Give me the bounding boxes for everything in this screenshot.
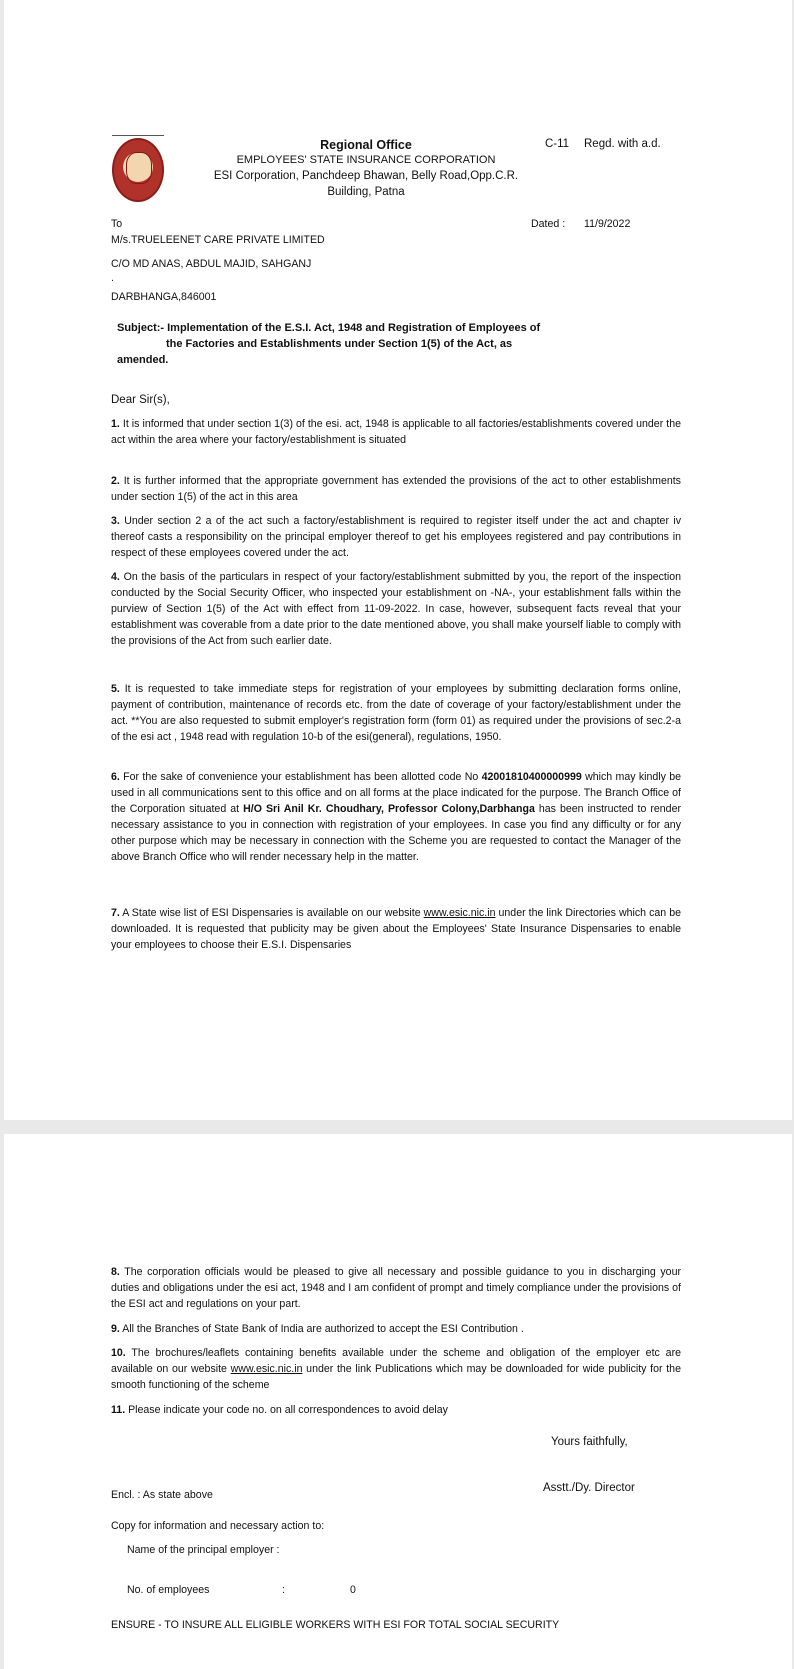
- paragraph-text: For the sake of convenience your establishment has been allotted code No: [123, 771, 479, 783]
- paragraph-text: It is informed that under section 1(3) of the esi. act, 1948 is applicable to all factories/establishments covered under the act within the area where your factory/establishment is situated: [111, 418, 681, 446]
- paragraph-5: [111, 681, 681, 745]
- paragraph-1: [111, 416, 681, 448]
- subject-line-2: the Factories and Establishments under Section 1(5) of the Act, as: [166, 338, 513, 350]
- paragraph-3: [111, 513, 681, 561]
- form-code: C-11: [545, 138, 570, 150]
- branch-office-address: H/O Sri Anil Kr. Choudhary, Professor Colony,Darbhanga: [243, 803, 535, 815]
- subject-line-1: Subject:- Implementation of the E.S.I. Act, 1948 and Registration of Employees of: [117, 322, 541, 334]
- office-address-1: ESI Corporation, Panchdeep Bhawan, Belly Road,Opp.C.R.: [213, 170, 519, 182]
- office-title: Regional Office: [320, 138, 412, 152]
- paragraph-number: 6.: [111, 771, 120, 783]
- paragraph-number: 5.: [111, 683, 120, 695]
- emblem-rule: [112, 135, 164, 136]
- subject-line-3: amended.: [117, 354, 169, 366]
- paragraph-number: 8.: [111, 1266, 120, 1278]
- closing-yours-faithfully: Yours faithfully,: [551, 1436, 628, 1448]
- office-address-2: Building, Patna: [327, 186, 405, 198]
- paragraph-6: [111, 769, 681, 865]
- letter-page-2: [4, 1134, 792, 1669]
- ensure-slogan: ENSURE - TO INSURE ALL ELIGIBLE WORKERS WITH ESI FOR TOTAL SOCIAL SECURITY: [111, 1619, 560, 1631]
- recipient-dot: .: [111, 272, 114, 284]
- paragraph-2: [111, 473, 681, 505]
- copy-to-label: Copy for information and necessary action to:: [111, 1520, 325, 1532]
- paragraph-11: [111, 1402, 681, 1418]
- recipient-name: M/s.TRUELEENET CARE PRIVATE LIMITED: [111, 234, 325, 246]
- paragraph-text: has been instructed to render necessary assistance to you in connection with registration of your employees. In case you find any difficulty or for any other purpose which may be necessary in connection with the Scheme you are requested to contact the Manager of the above Branch Office who will render necessary help in the matter.: [111, 803, 681, 863]
- paragraph-number: 2.: [111, 475, 120, 487]
- paragraph-text: All the Branches of State Bank of India are authorized to accept the ESI Contribution .: [122, 1323, 524, 1335]
- paragraph-text: It is requested to take immediate steps for registration of your employees by submitting declaration forms online, payment of contribution, maintenance of records etc. from the date of coverage of your factory/establishment under the act. **You are also requested to submit employer's registration form (form 01) as required under the provisions of sec.2-a of the esi act , 1948 read with regulation 10-b of the esi(general), regulations, 1950.: [111, 683, 681, 743]
- recipient-address-2: DARBHANGA,846001: [111, 291, 217, 303]
- paragraph-number: 4.: [111, 571, 120, 583]
- paragraph-number: 3.: [111, 515, 120, 527]
- paragraph-number: 11.: [111, 1404, 126, 1416]
- paragraph-text: The brochures/leaflets containing benefits available under the scheme and obligation of the employer etc are available on our website: [111, 1347, 681, 1375]
- org-name: EMPLOYEES' STATE INSURANCE CORPORATION: [236, 154, 496, 166]
- dated-label: Dated :: [531, 218, 566, 230]
- paragraph-10: [111, 1345, 681, 1393]
- regd-note: Regd. with a.d.: [584, 138, 661, 150]
- signatory-designation: Asstt./Dy. Director: [543, 1482, 635, 1494]
- paragraph-8: [111, 1264, 681, 1312]
- website-link[interactable]: www.esic.nic.in: [230, 1363, 303, 1375]
- recipient-address-1: C/O MD ANAS, ABDUL MAJID, SAHGANJ: [111, 258, 312, 270]
- employees-count-value: 0: [350, 1584, 356, 1596]
- salutation: Dear Sir(s),: [111, 394, 170, 406]
- employees-count-label: No. of employees: [127, 1584, 210, 1596]
- enclosure-note: Encl. : As state above: [111, 1489, 213, 1501]
- paragraph-9: [111, 1321, 681, 1337]
- paragraph-text: The corporation officials would be pleased to give all necessary and possible guidance to you in discharging your duties and obligations under the esi act, 1948 and I am confident of prompt and timely compliance under the provisions of the ESI act and regulations on your part.: [111, 1266, 681, 1310]
- to-label: To: [111, 218, 123, 230]
- letter-page-1: [4, 0, 792, 1120]
- dated-value: 11/9/2022: [584, 218, 631, 230]
- paragraph-text: It is further informed that the appropriate government has extended the provisions of the act to other establishments under section 1(5) of the act in this area: [111, 475, 681, 503]
- paragraph-7: [111, 905, 681, 953]
- paragraph-text: Under section 2 a of the act such a factory/establishment is required to register itself under the act and chapter iv thereof casts a responsibility on the principal employer thereof to get his employees registered and pay contributions in respect of these employees covered under the act.: [111, 515, 681, 559]
- esic-emblem-logo: [112, 138, 164, 202]
- website-link[interactable]: www.esic.nic.in: [423, 907, 496, 919]
- paragraph-text: under the link Publications which may be downloaded for wide publicity for the smooth functioning of the scheme: [111, 1363, 681, 1391]
- paragraph-number: 7.: [111, 907, 120, 919]
- paragraph-text: under the link Directories which can be downloaded. It is requested that publicity may be given about the Employees' State Insurance Dispensaries to enable your employees to choose their E.S.I. Dispensaries: [111, 907, 681, 951]
- paragraph-text: On the basis of the particulars in respect of your factory/establishment submitted by you, the report of the inspection conducted by the Social Security Officer, who inspected your establishment on -NA-, your establishment falls within the purview of Section 1(5) of the Act with effect from 11-09-2022. In case, however, subsequent facts reveal that your establishment was coverable from a date prior to the date mentioned above, you shall make yourself liable to comply with the provisions of the Act from such earlier date.: [111, 571, 681, 647]
- paragraph-4: [111, 569, 681, 649]
- paragraph-text: A State wise list of ESI Dispensaries is available on our website: [122, 907, 421, 919]
- paragraph-text: which may kindly be used in all communications sent to this office and on all forms at the place indicated for the purpose. The Branch Office of the Corporation situated at: [111, 771, 682, 815]
- paragraph-number: 1.: [111, 418, 120, 430]
- paragraph-number: 10.: [111, 1347, 126, 1359]
- paragraph-text: Please indicate your code no. on all correspondences to avoid delay: [128, 1404, 448, 1416]
- employees-count-colon: :: [282, 1584, 285, 1596]
- employer-code: 42001810400000999: [481, 771, 582, 783]
- principal-employer-label: Name of the principal employer :: [127, 1544, 280, 1556]
- paragraph-number: 9.: [111, 1323, 120, 1335]
